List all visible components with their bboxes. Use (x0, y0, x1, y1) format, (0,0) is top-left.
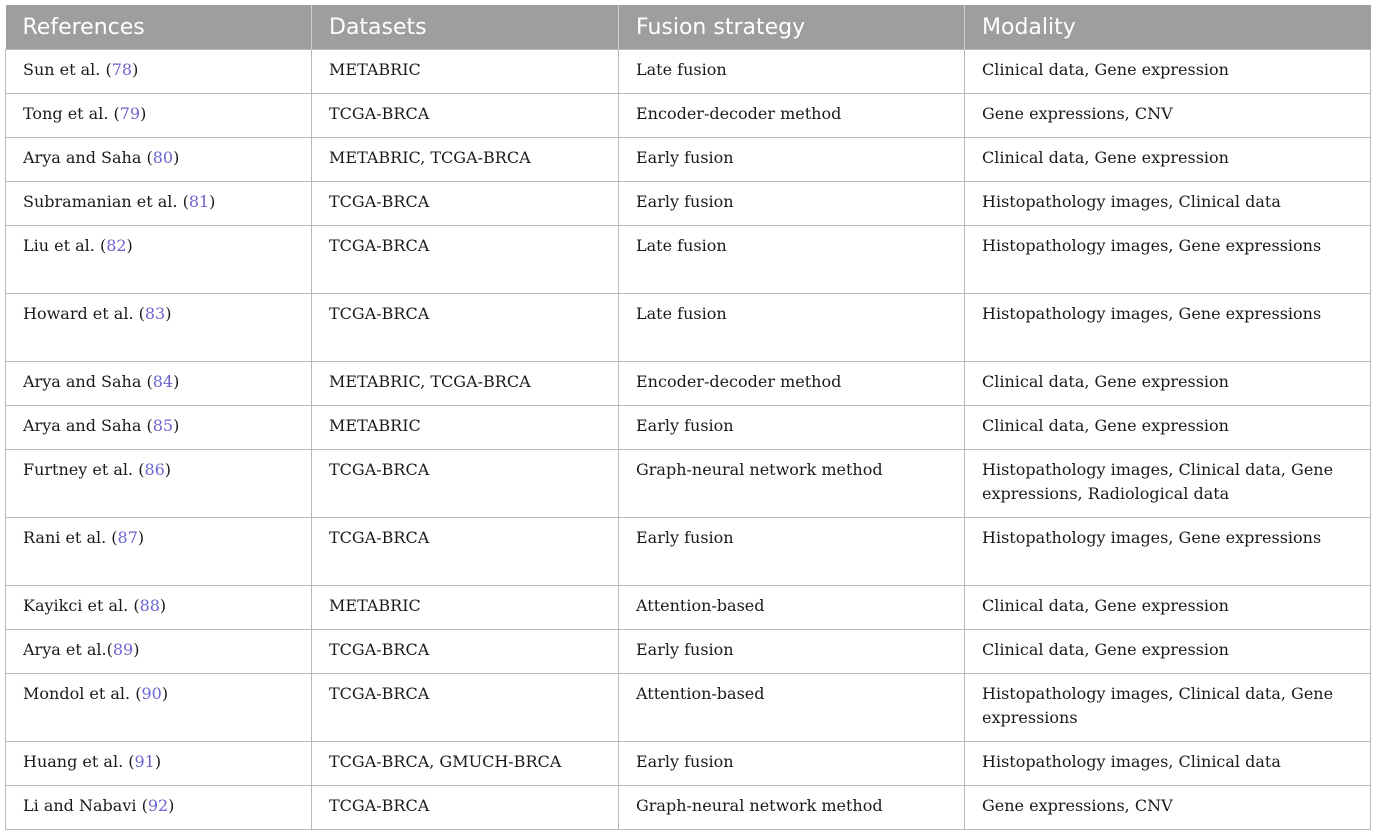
reference-name: Liu et al. ( (23, 236, 107, 255)
reference-cell (6, 674, 312, 742)
modality-cell: Clinical data, Gene expression (965, 138, 1371, 182)
table-row (6, 786, 1371, 830)
reference-link[interactable]: 80 (152, 148, 174, 167)
reference-name: Kayikci et al. ( (23, 596, 140, 615)
modality-cell: Clinical data, Gene expression (965, 586, 1371, 630)
reference-close: ) (154, 752, 162, 771)
dataset-cell: TCGA-BRCA, GMUCH-BRCA (312, 742, 619, 786)
fusion-cell: Late fusion (619, 50, 965, 94)
table-row (6, 586, 1371, 630)
reference-cell (6, 742, 312, 786)
fusion-cell: Early fusion (619, 518, 965, 586)
modality-cell: Clinical data, Gene expression (965, 630, 1371, 674)
reference-cell (6, 226, 312, 294)
dataset-cell: METABRIC (312, 50, 619, 94)
dataset-cell: METABRIC, TCGA-BRCA (312, 362, 619, 406)
reference-link[interactable]: 91 (134, 752, 155, 771)
table-row (6, 518, 1371, 586)
reference-link[interactable]: 87 (117, 528, 138, 547)
reference-cell (6, 94, 312, 138)
reference-close: ) (140, 104, 147, 123)
fusion-cell: Early fusion (619, 406, 965, 450)
table-row (6, 630, 1371, 674)
reference-close: ) (161, 684, 169, 703)
dataset-cell: TCGA-BRCA (312, 786, 619, 830)
reference-cell (6, 518, 312, 586)
fusion-cell: Attention-based (619, 586, 965, 630)
reference-name: Li and Nabavi ( (23, 796, 148, 815)
reference-cell (6, 630, 312, 674)
fusion-cell: Late fusion (619, 294, 965, 362)
references-table (5, 5, 1371, 830)
dataset-cell: TCGA-BRCA (312, 226, 619, 294)
header-modality: Modality (965, 5, 1371, 50)
table-body (6, 50, 1371, 830)
fusion-cell: Attention-based (619, 674, 965, 742)
table-row (6, 406, 1371, 450)
table-row (6, 50, 1371, 94)
fusion-cell: Early fusion (619, 182, 965, 226)
table-row (6, 450, 1371, 518)
fusion-cell: Graph-neural network method (619, 786, 965, 830)
modality-cell: Clinical data, Gene expression (965, 362, 1371, 406)
reference-link[interactable]: 78 (111, 60, 133, 79)
dataset-cell: TCGA-BRCA (312, 294, 619, 362)
reference-close: ) (173, 416, 180, 435)
reference-link[interactable]: 90 (141, 684, 162, 703)
reference-link[interactable]: 88 (139, 596, 160, 615)
reference-cell (6, 406, 312, 450)
reference-close: ) (165, 304, 172, 323)
table-row (6, 674, 1371, 742)
table-row (6, 362, 1371, 406)
table-row (6, 294, 1371, 362)
reference-cell (6, 50, 312, 94)
reference-name: Arya and Saha ( (23, 372, 153, 391)
reference-link[interactable]: 84 (152, 372, 174, 391)
reference-link[interactable]: 79 (119, 104, 141, 123)
reference-name: Sun et al. ( (23, 60, 112, 79)
fusion-cell: Graph-neural network method (619, 450, 965, 518)
reference-cell (6, 294, 312, 362)
reference-link[interactable]: 81 (188, 192, 210, 211)
fusion-cell: Late fusion (619, 226, 965, 294)
reference-link[interactable]: 85 (152, 416, 174, 435)
modality-cell: Histopathology images, Clinical data (965, 742, 1371, 786)
reference-cell (6, 786, 312, 830)
reference-close: ) (209, 192, 216, 211)
modality-cell: Histopathology images, Clinical data (965, 182, 1371, 226)
table-row (6, 182, 1371, 226)
reference-name: Arya and Saha ( (23, 148, 153, 167)
dataset-cell: TCGA-BRCA (312, 94, 619, 138)
reference-close: ) (173, 372, 180, 391)
reference-close: ) (173, 148, 180, 167)
table-row (6, 138, 1371, 182)
modality-cell: Gene expressions, CNV (965, 94, 1371, 138)
reference-cell (6, 586, 312, 630)
dataset-cell: TCGA-BRCA (312, 182, 619, 226)
dataset-cell: METABRIC (312, 406, 619, 450)
fusion-cell: Early fusion (619, 742, 965, 786)
reference-close: ) (137, 528, 145, 547)
fusion-cell: Early fusion (619, 138, 965, 182)
reference-name: Mondol et al. ( (23, 684, 142, 703)
reference-cell (6, 182, 312, 226)
modality-cell: Histopathology images, Clinical data, Gene expressions (965, 674, 1371, 742)
reference-link[interactable]: 89 (112, 640, 134, 659)
modality-cell: Clinical data, Gene expression (965, 406, 1371, 450)
reference-link[interactable]: 83 (144, 304, 166, 323)
dataset-cell: TCGA-BRCA (312, 630, 619, 674)
reference-link[interactable]: 92 (147, 796, 169, 815)
reference-name: Subramanian et al. ( (23, 192, 189, 211)
reference-close: ) (126, 236, 133, 255)
reference-close: ) (159, 596, 167, 615)
modality-cell: Gene expressions, CNV (965, 786, 1371, 830)
reference-cell (6, 138, 312, 182)
fusion-cell: Encoder-decoder method (619, 94, 965, 138)
reference-name: Rani et al. ( (23, 528, 118, 547)
reference-link[interactable]: 86 (144, 460, 165, 479)
dataset-cell: TCGA-BRCA (312, 450, 619, 518)
reference-cell (6, 362, 312, 406)
modality-cell: Histopathology images, Gene expressions (965, 518, 1371, 586)
dataset-cell: TCGA-BRCA (312, 674, 619, 742)
modality-cell: Histopathology images, Clinical data, Gene expressions, Radiological data (965, 450, 1371, 518)
fusion-cell: Early fusion (619, 630, 965, 674)
dataset-cell: METABRIC, TCGA-BRCA (312, 138, 619, 182)
reference-name: Tong et al. ( (23, 104, 120, 123)
reference-name: Arya et al.( (23, 640, 113, 659)
reference-name: Huang et al. ( (23, 752, 135, 771)
header-datasets: Datasets (312, 5, 619, 50)
reference-name: Howard et al. ( (23, 304, 145, 323)
table-row (6, 94, 1371, 138)
reference-name: Furtney et al. ( (23, 460, 145, 479)
modality-cell: Histopathology images, Gene expressions (965, 226, 1371, 294)
modality-cell: Clinical data, Gene expression (965, 50, 1371, 94)
reference-close: ) (168, 796, 175, 815)
reference-close: ) (133, 640, 140, 659)
modality-cell: Histopathology images, Gene expressions (965, 294, 1371, 362)
dataset-cell: METABRIC (312, 586, 619, 630)
reference-close: ) (132, 60, 139, 79)
dataset-cell: TCGA-BRCA (312, 518, 619, 586)
table-row (6, 742, 1371, 786)
table-row (6, 226, 1371, 294)
reference-link[interactable]: 82 (106, 236, 127, 255)
fusion-cell: Encoder-decoder method (619, 362, 965, 406)
header-row (6, 5, 1371, 50)
header-fusion-strategy: Fusion strategy (619, 5, 965, 50)
reference-cell (6, 450, 312, 518)
reference-close: ) (164, 460, 172, 479)
reference-name: Arya and Saha ( (23, 416, 153, 435)
header-references: References (6, 5, 312, 50)
